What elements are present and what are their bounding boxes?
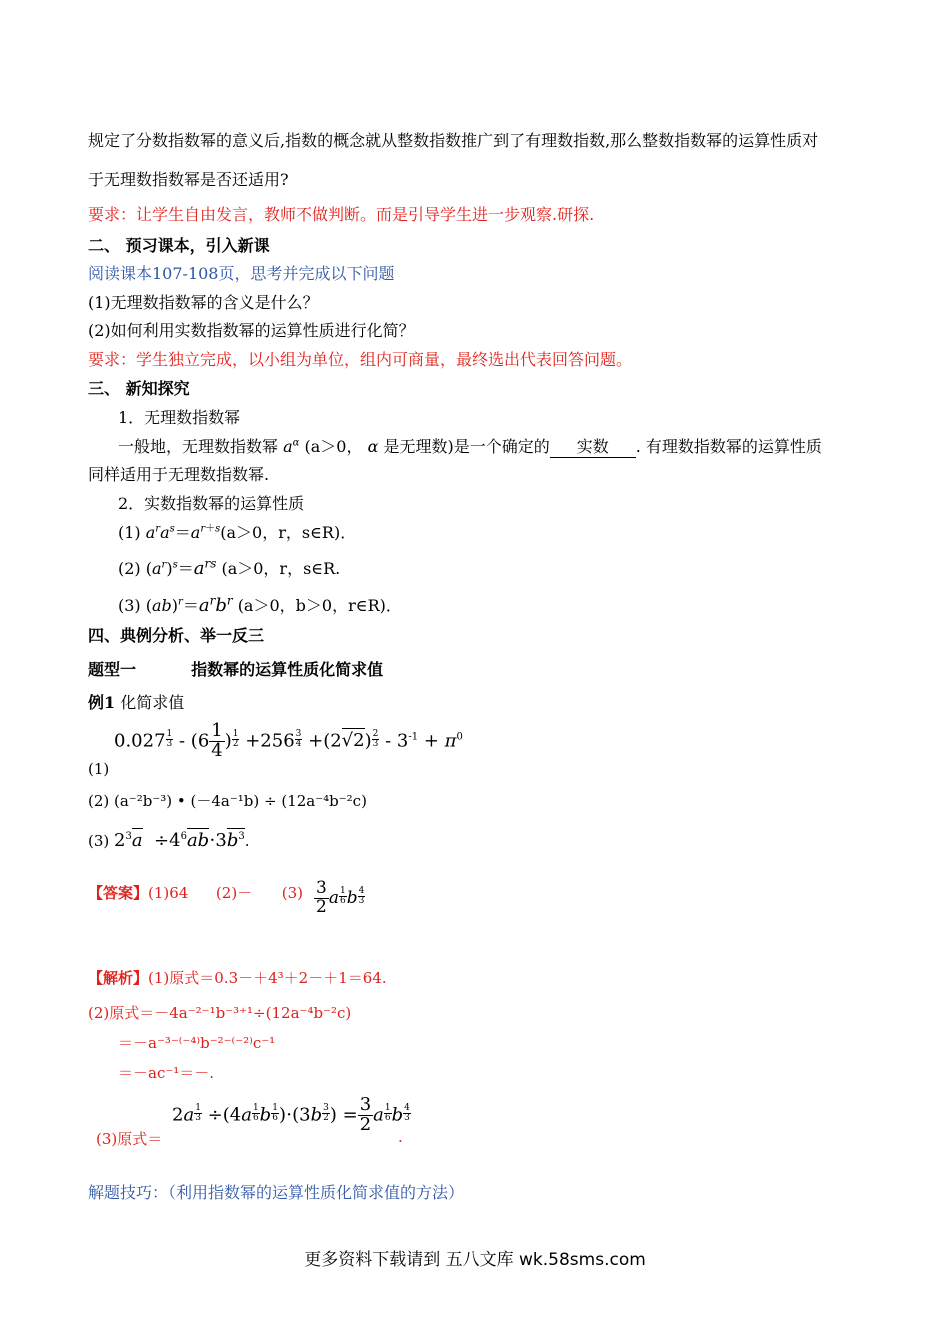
example-1-label: (1)	[88, 760, 110, 778]
item1-text	[118, 434, 822, 458]
irrational-power: $a^\alpha$	[283, 437, 300, 456]
analysis-2c: ＝－ac⁻¹＝－.	[118, 1064, 215, 1082]
item1-text-b: (a＞0，	[304, 437, 363, 456]
type-row	[88, 657, 383, 680]
analysis-3-formula: 2a $\frac{1}{3}$ ÷(4a $\frac{1}{6}$ b $\frac{1}{6}$ )⋅(3b $\frac{3}{2}$ ) = $\frac{3}{2}$ a $\frac{1}{6}$ b $\frac{4}{3}$	[172, 1094, 410, 1135]
item1-text-c: 是无理数)是一个确定的	[383, 437, 550, 456]
section-2-q1: (1)无理数指数幂的含义是什么？	[88, 293, 319, 312]
answer-3-formula: $\frac{3}{2}$ a $\frac{1}{6}$ b $\frac{4}{3}$	[316, 878, 365, 917]
intro-requirement: 要求：让学生自由发言，教师不做判断。而是引导学生进一步观察.研探.	[88, 205, 595, 224]
section-3-heading: 三、 新知探究	[88, 379, 190, 398]
item1-title: 1．无理数指数幂	[118, 408, 241, 427]
type-title: 指数幂的运算性质化简求值	[191, 660, 384, 679]
analysis-2a: (2)原式＝－4a⁻²⁻¹b⁻³⁺¹÷(12a⁻⁴b⁻²c)	[88, 1004, 352, 1022]
analysis-2b: ＝－a⁻³⁻⁽⁻⁴⁾b⁻²⁻⁽⁻²⁾c⁻¹	[118, 1034, 276, 1052]
example-3: (3) $2^3a \div 4^6ab\cdot 3b^3$.	[88, 830, 250, 851]
item1-line-2: 同样适用于无理数指数幂.	[88, 465, 270, 484]
analysis-3-period: .	[398, 1128, 403, 1146]
answer-1: (1)64	[148, 884, 189, 902]
footer-download-note: 更多资料下载请到 五八文库 wk.58sms.com	[304, 1250, 646, 1270]
example-3-label: (3)	[88, 832, 110, 850]
intro-line-2: 于无理数指数幂是否还适用?	[88, 170, 289, 189]
section-2-requirement: 要求：学生独立完成，以小组为单位，组内可商量，最终选出代表回答问题。	[88, 350, 633, 369]
example-title: 化简求值	[120, 693, 185, 712]
section-4-heading: 四、典例分析、举一反三	[88, 626, 265, 645]
example-1-title	[88, 690, 184, 713]
property-3: (3) $(ab)^r=a^rb^r$ (a＞0，b＞0，r∈R)．	[118, 593, 402, 616]
item1-text-d: . 有理数指数幂的运算性质	[635, 437, 822, 456]
property-1-cond: (a＞0，r，s∈R)．	[220, 523, 357, 542]
analysis-step-1: (1)原式＝0.3－＋4³＋2－＋1＝64.	[148, 969, 387, 987]
solution-tip: 解题技巧：（利用指数幂的运算性质化简求值的方法）	[88, 1183, 465, 1202]
property-2-cond: (a＞0，r，s∈R.	[221, 559, 341, 578]
item2-title: 2．实数指数幂的运算性质	[118, 494, 305, 513]
example-label: 例1	[88, 693, 116, 712]
section-2-q2: (2)如何利用实数指数幂的运算性质进行化简？	[88, 321, 415, 340]
intro-line-1: 规定了分数指数幂的意义后,指数的概念就从整数指数推广到了有理数指数,那么整数指数幂的运算性质对	[88, 131, 819, 150]
property-1: (1) $a^ra^s=a^{r+s}(a>0$，r，s∈R)．	[118, 523, 357, 542]
property-3-cond: (a＞0，b＞0，r∈R)．	[237, 596, 402, 615]
example-formula-1: 0.027 $\frac{1}{3}$ - (6 $\frac{1}{4}$ ) $\frac{1}{2}$ +256 $\frac{3}{4}$ +(2√2) $\frac{2}{3}$ - $3^{-1} + \pi^0$	[114, 720, 463, 761]
property-2: (2) $(a^r)^s=a^{rs}$ (a＞0，r，s∈R.	[118, 556, 341, 579]
analysis-label: 【解析】	[88, 969, 149, 987]
type-label: 题型一	[88, 660, 137, 679]
example-2: (2) (a⁻²b⁻³) • (－4a⁻¹b) ÷ (12a⁻⁴b⁻²c)	[88, 792, 367, 810]
answer-3: (3)	[281, 884, 303, 902]
answer-label: 【答案】	[88, 884, 149, 902]
alpha-symbol: α	[367, 437, 379, 456]
answer-blank: 实数	[550, 434, 636, 458]
analysis-3-label: (3)原式＝	[96, 1130, 163, 1148]
item1-text-a: 一般地，无理数指数幂	[118, 437, 279, 456]
analysis-1	[88, 967, 387, 988]
answer-2: (2)－	[215, 884, 253, 902]
section-2-read: 阅读课本107-108页，思考并完成以下问题	[88, 264, 395, 283]
answer-row	[88, 882, 303, 903]
example-3-formula: $2^3a \div 4^6ab\cdot 3b^3$	[114, 830, 245, 851]
section-2-heading: 二、 预习课本，引入新课	[88, 236, 270, 255]
